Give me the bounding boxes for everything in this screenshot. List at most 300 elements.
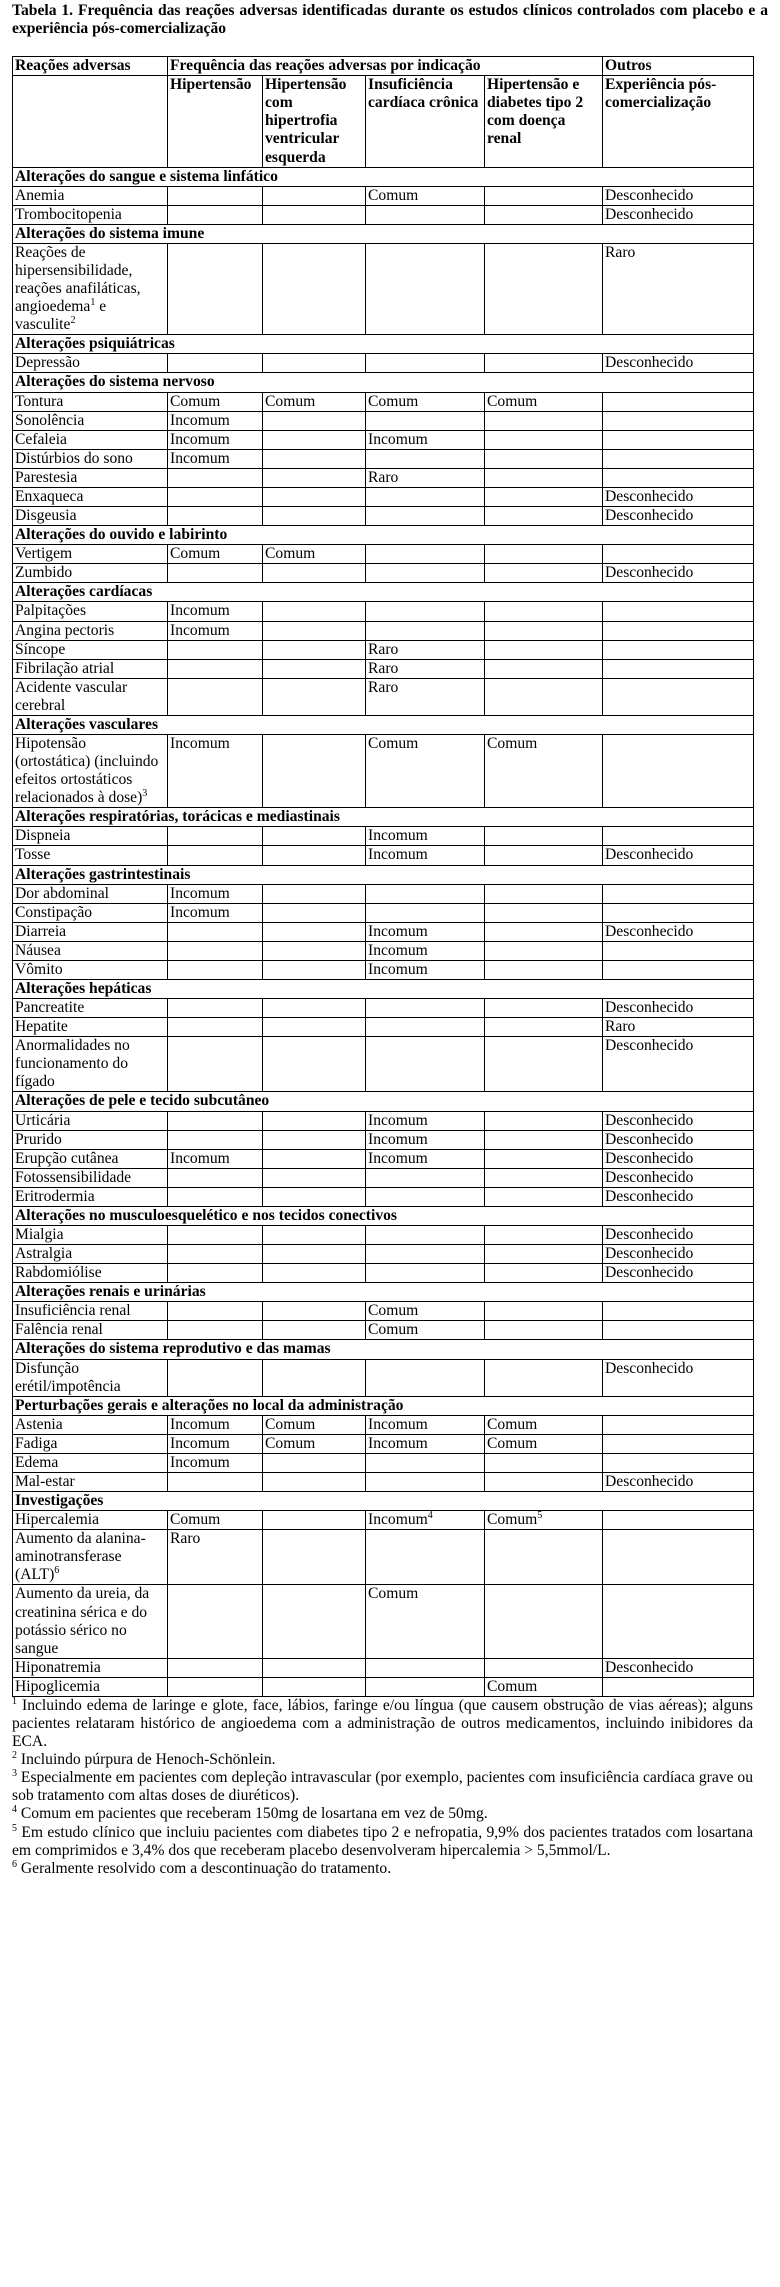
section-row xyxy=(13,1092,754,1111)
frequency-value: Comum xyxy=(368,186,419,204)
freq-cell-hypertension xyxy=(168,678,263,715)
freq-cell-diabetes xyxy=(485,1130,603,1149)
freq-cell-chf xyxy=(366,564,485,583)
freq-cell-post-marketing xyxy=(603,1453,754,1472)
freq-cell-lvh xyxy=(263,846,366,865)
freq-cell-hypertension xyxy=(168,1168,263,1187)
frequency-value: Incomum xyxy=(170,884,230,902)
freq-cell-lvh xyxy=(263,243,366,334)
freq-cell-lvh xyxy=(263,1658,366,1677)
freq-cell-diabetes xyxy=(485,922,603,941)
freq-cell-chf xyxy=(366,1415,485,1434)
reaction-name-cell xyxy=(13,205,168,224)
table-row xyxy=(13,1530,754,1585)
table-row xyxy=(13,922,754,941)
reaction-name-cell xyxy=(13,1187,168,1206)
section-title: Alterações do sistema imune xyxy=(13,224,754,243)
freq-cell-diabetes xyxy=(485,545,603,564)
table-row xyxy=(13,1245,754,1264)
reaction-name-cell xyxy=(13,1018,168,1037)
freq-cell-chf xyxy=(366,205,485,224)
freq-cell-hypertension xyxy=(168,354,263,373)
freq-cell-lvh xyxy=(263,1245,366,1264)
freq-cell-chf xyxy=(366,602,485,621)
freq-cell-hypertension xyxy=(168,621,263,640)
reaction-name: Falência renal xyxy=(15,1321,103,1339)
freq-cell-post-marketing xyxy=(603,430,754,449)
reaction-name: Depressão xyxy=(15,354,80,372)
reaction-name-cell xyxy=(13,1130,168,1149)
freq-cell-chf xyxy=(366,430,485,449)
footnote-number: 3 xyxy=(12,1768,17,1780)
reaction-name-cell xyxy=(13,487,168,506)
freq-cell-lvh xyxy=(263,941,366,960)
frequency-value: Incomum xyxy=(368,1434,428,1452)
freq-cell-post-marketing xyxy=(603,1585,754,1658)
footnote xyxy=(12,1860,753,1878)
frequency-value: Raro xyxy=(368,468,399,486)
footnote-number: 4 xyxy=(12,1804,17,1816)
freq-cell-hypertension xyxy=(168,659,263,678)
section-title: Alterações hepáticas xyxy=(13,979,754,998)
freq-cell-lvh xyxy=(263,1453,366,1472)
reaction-name-cell xyxy=(13,354,168,373)
reaction-name-cell xyxy=(13,1415,168,1434)
freq-cell-chf xyxy=(366,734,485,807)
footnote xyxy=(12,1805,753,1823)
freq-cell-lvh xyxy=(263,678,366,715)
freq-cell-diabetes xyxy=(485,621,603,640)
table-row xyxy=(13,1168,754,1187)
freq-cell-post-marketing xyxy=(603,564,754,583)
reaction-name: Angina pectoris xyxy=(15,621,115,639)
freq-cell-hypertension xyxy=(168,1453,263,1472)
freq-cell-diabetes xyxy=(485,1168,603,1187)
freq-cell-hypertension xyxy=(168,1302,263,1321)
freq-cell-post-marketing xyxy=(603,1415,754,1434)
table-row xyxy=(13,186,754,205)
frequency-value: Desconhecido xyxy=(605,1130,694,1148)
frequency-value: Incomum xyxy=(170,1453,230,1471)
freq-cell-lvh xyxy=(263,411,366,430)
subheader-post-marketing: Experiência pós-comercialização xyxy=(603,76,754,167)
reaction-name-cell xyxy=(13,1585,168,1658)
section-title: Alterações vasculares xyxy=(13,715,754,734)
freq-cell-diabetes xyxy=(485,205,603,224)
frequency-value: Raro xyxy=(368,640,399,658)
footnote-text: Especialmente em pacientes com depleção intravascular (por exemplo, pacientes com insuficiência cardíaca grave ou sob tratamento com altas doses de diuréticos). xyxy=(12,1769,753,1805)
freq-cell-lvh xyxy=(263,659,366,678)
frequency-value: Comum xyxy=(265,1415,316,1433)
reaction-name-cell xyxy=(13,1168,168,1187)
section-title: Alterações gastrintestinais xyxy=(13,865,754,884)
freq-cell-chf xyxy=(366,1511,485,1530)
table-row xyxy=(13,659,754,678)
table-row xyxy=(13,734,754,807)
freq-cell-chf xyxy=(366,1530,485,1585)
freq-cell-diabetes xyxy=(485,1434,603,1453)
footnote xyxy=(12,1751,753,1769)
reaction-name: Astralgia xyxy=(15,1245,73,1263)
freq-cell-lvh xyxy=(263,1585,366,1658)
freq-cell-post-marketing xyxy=(603,507,754,526)
frequency-value: Comum xyxy=(265,1434,316,1452)
freq-cell-diabetes xyxy=(485,884,603,903)
footnote-ref: 2 xyxy=(70,315,76,327)
freq-cell-diabetes xyxy=(485,602,603,621)
freq-cell-post-marketing xyxy=(603,1658,754,1677)
freq-cell-lvh xyxy=(263,205,366,224)
frequency-value: Desconhecido xyxy=(605,1187,694,1205)
reaction-name-cell xyxy=(13,1511,168,1530)
freq-cell-post-marketing xyxy=(603,734,754,807)
freq-cell-chf xyxy=(366,640,485,659)
reaction-name-cell xyxy=(13,1037,168,1092)
frequency-value: Incomum xyxy=(170,903,230,921)
reaction-name-cont: e vasculite xyxy=(15,298,107,334)
col-header-reactions: Reações adversas xyxy=(13,57,168,76)
reaction-name: Hipotensão (ortostática) (incluindo efeitos ortostáticos relacionados à dose) xyxy=(15,734,159,807)
table-row xyxy=(13,602,754,621)
table-row xyxy=(13,507,754,526)
freq-cell-diabetes xyxy=(485,392,603,411)
freq-cell-lvh xyxy=(263,640,366,659)
table-row xyxy=(13,1264,754,1283)
table-row xyxy=(13,1111,754,1130)
frequency-value: Incomum xyxy=(170,411,230,429)
freq-cell-lvh xyxy=(263,1018,366,1037)
freq-cell-diabetes xyxy=(485,1111,603,1130)
reaction-name: Distúrbios do sono xyxy=(15,449,133,467)
freq-cell-hypertension xyxy=(168,1226,263,1245)
frequency-value: Raro xyxy=(368,659,399,677)
footnote-ref: 6 xyxy=(54,1565,60,1577)
freq-cell-lvh xyxy=(263,1530,366,1585)
reaction-name: Trombocitopenia xyxy=(15,205,122,223)
freq-cell-lvh xyxy=(263,922,366,941)
freq-cell-lvh xyxy=(263,621,366,640)
freq-cell-lvh xyxy=(263,960,366,979)
table-row xyxy=(13,1434,754,1453)
frequency-value: Raro xyxy=(368,678,399,696)
reaction-name-cell xyxy=(13,1264,168,1283)
freq-cell-diabetes xyxy=(485,846,603,865)
freq-cell-lvh xyxy=(263,354,366,373)
footnote-number: 2 xyxy=(12,1750,17,1761)
freq-cell-lvh xyxy=(263,392,366,411)
frequency-value: Desconhecido xyxy=(605,186,694,204)
section-row xyxy=(13,1396,754,1415)
freq-cell-diabetes xyxy=(485,1415,603,1434)
frequency-value: Raro xyxy=(605,1018,636,1036)
reaction-name: Diarreia xyxy=(15,922,67,940)
reaction-name: Vômito xyxy=(15,960,63,978)
freq-cell-post-marketing xyxy=(603,354,754,373)
frequency-value: Comum xyxy=(170,392,221,410)
frequency-value: Desconhecido xyxy=(605,1037,694,1055)
freq-cell-diabetes xyxy=(485,941,603,960)
section-title: Alterações do ouvido e labirinto xyxy=(13,526,754,545)
freq-cell-hypertension xyxy=(168,1473,263,1492)
freq-cell-lvh xyxy=(263,1415,366,1434)
freq-cell-chf xyxy=(366,960,485,979)
reaction-name: Zumbido xyxy=(15,564,73,582)
freq-cell-hypertension xyxy=(168,392,263,411)
freq-cell-hypertension xyxy=(168,846,263,865)
section-row xyxy=(13,1340,754,1359)
footnote xyxy=(12,1824,753,1860)
freq-cell-hypertension xyxy=(168,545,263,564)
table-row xyxy=(13,1415,754,1434)
reaction-name-cell xyxy=(13,960,168,979)
freq-cell-hypertension xyxy=(168,1677,263,1696)
table-row xyxy=(13,678,754,715)
frequency-value: Comum xyxy=(487,1677,538,1695)
col-header-frequency: Frequência das reações adversas por indicação xyxy=(168,57,603,76)
reaction-name-cell xyxy=(13,545,168,564)
table-row xyxy=(13,243,754,334)
freq-cell-post-marketing xyxy=(603,1226,754,1245)
freq-cell-hypertension xyxy=(168,411,263,430)
frequency-value: Comum xyxy=(368,734,419,752)
footnote-text: Em estudo clínico que incluiu pacientes com diabetes tipo 2 e nefropatia, 9,9% dos pacientes tratados com losartana em comprimidos e 3,4% dos que receberam placebo desenvolveram hipercalemia > 5,5mmol/L. xyxy=(12,1823,753,1859)
section-row xyxy=(13,808,754,827)
footnote-text: Incluindo púrpura de Henoch-Schönlein. xyxy=(17,1751,276,1769)
freq-cell-hypertension xyxy=(168,1530,263,1585)
freq-cell-diabetes xyxy=(485,449,603,468)
table-caption: Tabela 1. Frequência das reações adversas identificadas durante os estudos clínicos controlados com placebo e a experiência pós-comercialização xyxy=(12,2,768,38)
freq-cell-post-marketing xyxy=(603,941,754,960)
freq-cell-post-marketing xyxy=(603,922,754,941)
freq-cell-diabetes xyxy=(485,1321,603,1340)
freq-cell-lvh xyxy=(263,602,366,621)
table-row xyxy=(13,1018,754,1037)
freq-cell-hypertension xyxy=(168,243,263,334)
freq-cell-chf xyxy=(366,449,485,468)
freq-cell-chf xyxy=(366,1302,485,1321)
freq-cell-diabetes xyxy=(485,1149,603,1168)
frequency-value: Incomum xyxy=(368,430,428,448)
reaction-name: Astenia xyxy=(15,1415,63,1433)
section-row xyxy=(13,373,754,392)
freq-cell-hypertension xyxy=(168,430,263,449)
reaction-name: Sonolência xyxy=(15,411,85,429)
freq-cell-hypertension xyxy=(168,205,263,224)
freq-cell-post-marketing xyxy=(603,186,754,205)
section-row xyxy=(13,1283,754,1302)
frequency-value: Comum xyxy=(170,1511,221,1529)
freq-cell-lvh xyxy=(263,1130,366,1149)
freq-cell-diabetes xyxy=(485,1245,603,1264)
freq-cell-chf xyxy=(366,827,485,846)
freq-cell-lvh xyxy=(263,430,366,449)
table-row xyxy=(13,392,754,411)
freq-cell-hypertension xyxy=(168,1434,263,1453)
reaction-name: Reações de hipersensibilidade, reações anafiláticas, angioedema xyxy=(15,243,141,316)
freq-cell-hypertension xyxy=(168,960,263,979)
freq-cell-lvh xyxy=(263,1264,366,1283)
reaction-name-cell xyxy=(13,903,168,922)
frequency-value: Raro xyxy=(170,1530,201,1548)
reaction-name-cell xyxy=(13,1149,168,1168)
freq-cell-post-marketing xyxy=(603,1168,754,1187)
footnotes xyxy=(12,1697,753,1878)
freq-cell-chf xyxy=(366,1111,485,1130)
reaction-name: Palpitações xyxy=(15,602,87,620)
reaction-name: Mal-estar xyxy=(15,1473,75,1491)
freq-cell-lvh xyxy=(263,1434,366,1453)
freq-cell-diabetes xyxy=(485,411,603,430)
freq-cell-chf xyxy=(366,545,485,564)
freq-cell-hypertension xyxy=(168,1658,263,1677)
table-row xyxy=(13,999,754,1018)
freq-cell-post-marketing xyxy=(603,1511,754,1530)
freq-cell-chf xyxy=(366,621,485,640)
frequency-value: Incomum xyxy=(368,1415,428,1433)
table-row xyxy=(13,1585,754,1658)
freq-cell-post-marketing xyxy=(603,1677,754,1696)
frequency-value: Comum xyxy=(487,1511,538,1529)
section-row xyxy=(13,1492,754,1511)
reaction-name: Fadiga xyxy=(15,1434,58,1452)
freq-cell-diabetes xyxy=(485,903,603,922)
freq-cell-lvh xyxy=(263,449,366,468)
freq-cell-post-marketing xyxy=(603,449,754,468)
freq-cell-chf xyxy=(366,186,485,205)
freq-cell-post-marketing xyxy=(603,960,754,979)
freq-cell-post-marketing xyxy=(603,659,754,678)
freq-cell-diabetes xyxy=(485,487,603,506)
reaction-name-cell xyxy=(13,1245,168,1264)
section-title: Investigações xyxy=(13,1492,754,1511)
freq-cell-chf xyxy=(366,1168,485,1187)
freq-cell-lvh xyxy=(263,1511,366,1530)
freq-cell-diabetes xyxy=(485,186,603,205)
frequency-value: Desconhecido xyxy=(605,1658,694,1676)
footnote xyxy=(12,1769,753,1805)
freq-cell-post-marketing xyxy=(603,1130,754,1149)
reaction-name-cell xyxy=(13,449,168,468)
frequency-value: Comum xyxy=(265,392,316,410)
freq-cell-lvh xyxy=(263,1359,366,1396)
table-row xyxy=(13,1321,754,1340)
reaction-name: Anormalidades no funcionamento do fígado xyxy=(15,1037,130,1091)
freq-cell-diabetes xyxy=(485,678,603,715)
table-row xyxy=(13,468,754,487)
freq-cell-chf xyxy=(366,903,485,922)
freq-cell-chf xyxy=(366,1149,485,1168)
reaction-name-cell xyxy=(13,640,168,659)
freq-cell-post-marketing xyxy=(603,1302,754,1321)
reaction-name: Rabdomiólise xyxy=(15,1264,102,1282)
reaction-name: Aumento da alanina-aminotransferase (ALT) xyxy=(15,1530,146,1584)
freq-cell-hypertension xyxy=(168,1359,263,1396)
frequency-value: Incomum xyxy=(368,922,428,940)
freq-cell-post-marketing xyxy=(603,1111,754,1130)
freq-cell-chf xyxy=(366,1658,485,1677)
table-row xyxy=(13,1187,754,1206)
frequency-value: Comum xyxy=(368,1302,419,1320)
frequency-value: Incomum xyxy=(170,621,230,639)
frequency-value: Incomum xyxy=(170,734,230,752)
reaction-name-cell xyxy=(13,621,168,640)
freq-cell-post-marketing xyxy=(603,1434,754,1453)
frequency-value: Desconhecido xyxy=(605,487,694,505)
reaction-name-cell xyxy=(13,1111,168,1130)
frequency-value: Incomum xyxy=(368,827,428,845)
freq-cell-diabetes xyxy=(485,1473,603,1492)
frequency-value: Incomum xyxy=(170,430,230,448)
reaction-name: Hipoglicemia xyxy=(15,1677,100,1695)
frequency-value: Desconhecido xyxy=(605,999,694,1017)
reaction-name: Hiponatremia xyxy=(15,1658,101,1676)
freq-cell-hypertension xyxy=(168,1111,263,1130)
frequency-value: Incomum xyxy=(170,602,230,620)
table-row xyxy=(13,564,754,583)
freq-cell-lvh xyxy=(263,1302,366,1321)
subheader-chf: Insuficiência cardíaca crônica xyxy=(366,76,485,167)
freq-cell-diabetes xyxy=(485,468,603,487)
freq-cell-lvh xyxy=(263,903,366,922)
freq-cell-post-marketing xyxy=(603,884,754,903)
reaction-name: Hipercalemia xyxy=(15,1511,99,1529)
freq-cell-chf xyxy=(366,243,485,334)
freq-cell-post-marketing xyxy=(603,545,754,564)
freq-cell-post-marketing xyxy=(603,1473,754,1492)
section-title: Alterações respiratórias, torácicas e mediastinais xyxy=(13,808,754,827)
table-row xyxy=(13,846,754,865)
table-row xyxy=(13,960,754,979)
table-row xyxy=(13,1226,754,1245)
table-row xyxy=(13,903,754,922)
freq-cell-chf xyxy=(366,884,485,903)
freq-cell-lvh xyxy=(263,884,366,903)
frequency-value: Comum xyxy=(265,545,316,563)
freq-cell-chf xyxy=(366,941,485,960)
freq-cell-chf xyxy=(366,354,485,373)
section-title: Alterações do sistema reprodutivo e das mamas xyxy=(13,1340,754,1359)
reaction-name: Erupção cutânea xyxy=(15,1149,119,1167)
reaction-name: Náusea xyxy=(15,941,61,959)
freq-cell-diabetes xyxy=(485,507,603,526)
freq-cell-hypertension xyxy=(168,1415,263,1434)
freq-cell-chf xyxy=(366,487,485,506)
reaction-name-cell xyxy=(13,999,168,1018)
freq-cell-diabetes xyxy=(485,827,603,846)
freq-cell-hypertension xyxy=(168,449,263,468)
freq-cell-diabetes xyxy=(485,1585,603,1658)
freq-cell-chf xyxy=(366,392,485,411)
table-row xyxy=(13,1473,754,1492)
reaction-name: Aumento da ureia, da creatinina sérica e do potássio sérico no sangue xyxy=(15,1585,150,1657)
freq-cell-hypertension xyxy=(168,827,263,846)
freq-cell-post-marketing xyxy=(603,1149,754,1168)
freq-cell-hypertension xyxy=(168,941,263,960)
table-row xyxy=(13,1149,754,1168)
section-row xyxy=(13,224,754,243)
freq-cell-post-marketing xyxy=(603,1187,754,1206)
reaction-name-cell xyxy=(13,734,168,807)
freq-cell-post-marketing xyxy=(603,243,754,334)
freq-cell-hypertension xyxy=(168,1245,263,1264)
frequency-value: Incomum xyxy=(368,960,428,978)
reaction-name: Fibrilação atrial xyxy=(15,659,115,677)
freq-cell-hypertension xyxy=(168,734,263,807)
table-row xyxy=(13,827,754,846)
freq-cell-diabetes xyxy=(485,1264,603,1283)
table-row xyxy=(13,1302,754,1321)
freq-cell-diabetes xyxy=(485,1037,603,1092)
